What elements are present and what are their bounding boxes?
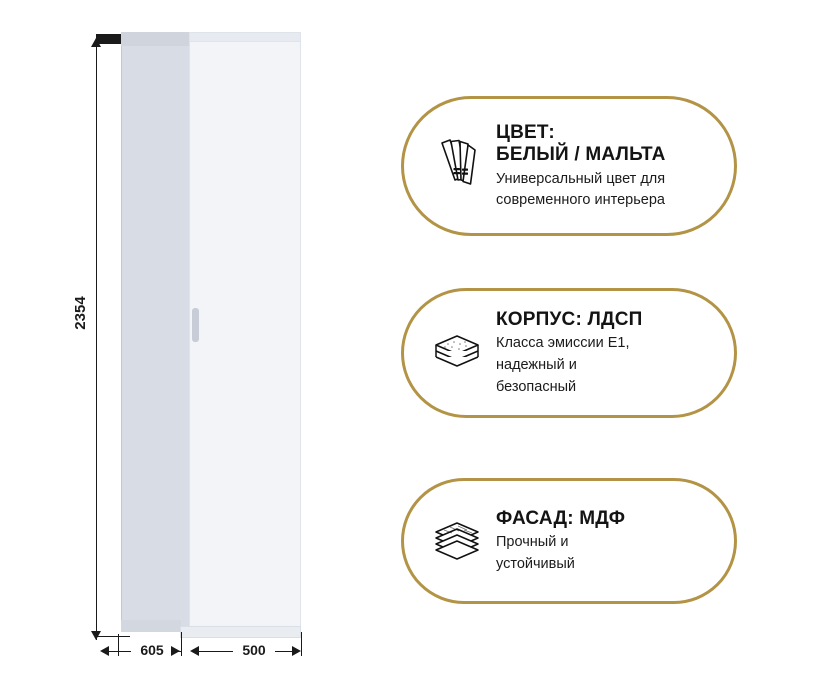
cabinet-plinth-side <box>121 620 181 632</box>
width-arrow-right-icon <box>292 646 301 656</box>
feature-card-facade <box>401 478 737 604</box>
depth-dimension-label: 605 <box>140 642 164 658</box>
height-tick-bottom <box>96 636 130 637</box>
layered-board-icon <box>420 324 494 382</box>
width-arrow-left-icon <box>190 646 199 656</box>
cabinet-top-panel <box>121 32 189 46</box>
feature-title-facade: ФАСАД: МДФ <box>496 507 626 529</box>
feature-desc-body-line1: Класса эмиссии Е1, <box>496 335 630 352</box>
width-dimension-line-left <box>199 651 233 652</box>
feature-card-body <box>401 288 737 418</box>
depth-dimension-line-left <box>109 651 131 652</box>
dimension-extension-tick-mid <box>181 632 182 656</box>
feature-card-body-text <box>494 309 716 397</box>
color-swatch-fan-icon <box>420 137 494 195</box>
feature-title-color-line1: ЦВЕТ: <box>496 121 555 143</box>
cabinet-door-front <box>189 41 301 632</box>
depth-arrow-right-icon <box>171 646 180 656</box>
feature-desc-facade-line2: устойчивый <box>496 556 575 573</box>
cabinet-plinth-front <box>180 626 301 638</box>
feature-title-body: КОРПУС: ЛДСП <box>496 309 643 331</box>
feature-card-color-text <box>494 122 716 211</box>
depth-arrow-left-icon <box>100 646 109 656</box>
mdf-sheets-icon <box>420 512 494 570</box>
product-illustration <box>0 0 380 700</box>
feature-title-color-line2: БЕЛЫЙ / МАЛЬТА <box>496 144 666 166</box>
width-dimension-line-right <box>275 651 293 652</box>
feature-list <box>393 0 816 700</box>
cabinet-door-handle <box>192 308 199 342</box>
width-dimension-label: 500 <box>242 642 266 658</box>
height-dimension-label: 2354 <box>72 296 90 330</box>
dimension-extension-tick-left <box>118 634 119 656</box>
feature-desc-color-line1: Универсальный цвет для <box>496 170 666 187</box>
feature-desc-color-line2: современного интерьера <box>496 192 665 209</box>
feature-desc-body-line2: надежный и <box>496 357 577 374</box>
feature-card-color <box>401 96 737 236</box>
feature-card-facade-text <box>494 508 716 574</box>
height-dimension-line <box>96 38 97 640</box>
cabinet-side-panel <box>121 32 190 632</box>
dimension-extension-tick-right <box>301 632 302 656</box>
feature-desc-body-line3: безопасный <box>496 379 577 396</box>
feature-desc-facade-line1: Прочный и <box>496 534 569 551</box>
